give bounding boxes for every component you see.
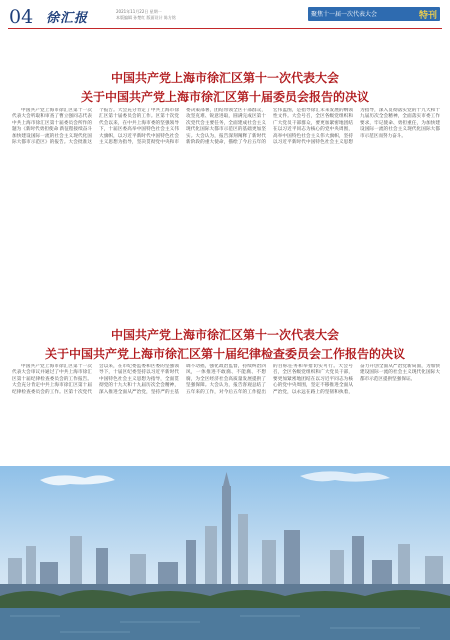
article2-paragraph: 中国共产党上海市徐汇区第十一次代表大会审议并通过了中共上海市徐汇区第十届纪律检查委员会的工作报告。大会充分肯定中共上海市徐汇区第十届纪律检查委员会的工作。区第十次党代会以来，在市纪委监委和区委的坚强领导下，十届区纪委坚持以习近平新时代中国特色社会主义思想为指导，全面贯彻党的十九大和十九届历次全会精神，深入推进全面从严治党，坚持严的主基调不动摇，强化政治监督，持续纠治四风，一体推进不敢腐、不能腐、不想腐，为全区经济社会高质量发展提供了坚强保障。大会认为，报告客观总结了五年来的工作，对今后五年的工作提出的目标任务和举措切实可行。大会号召，全区各级党组织和广大党员干部，要更加紧密地团结在以习近平同志为核心的党中央周围，坚定不移推进全面从严治党，以永远在路上的坚韧和执着，奋力开创全面从严治党新局面，为加快建设国际一流的社会主义现代化国际大都市示范区提供坚强保证。 — [12, 364, 440, 395]
city-skyline-photo — [0, 466, 450, 640]
article1-paragraph: 中国共产党上海市徐汇区第十一次代表大会听取和审查了曹立强同志代表中共上海市徐汇区第十届委员会所作的题为《新时代勇担使命 新征程接续奋斗 加快建设国际一流的社会主义现代化国际大都市示范区》的报告。大会批准这个报告。大会充分肯定了中共上海市徐汇区第十届委员会的工作。区第十次党代会以来，在中共上海市委的坚强领导下，十届区委高举中国特色社会主义伟大旗帜，以习近平新时代中国特色社会主义思想为指导，坚决贯彻党中央和市委决策部署，团结带领全区干部群众，攻坚克难、锐意进取，圆满完成区第十次党代会主要任务，全面建成社会主义现代化国际大都市示范区的基础更加坚实。大会认为，报告深刻阐释了新时代新阶段的重大使命，描绘了今后五年的宏伟蓝图，是指导徐汇未来发展的纲领性文件。大会号召，全区各级党组织和广大党员干部群众，要更加紧密地团结在以习近平同志为核心的党中央周围，高举中国特色社会主义伟大旗帜，坚持以习近平新时代中国特色社会主义思想为指导，深入贯彻落实党的十九大和十九届历次全会精神，全面落实市委工作要求，牢记使命、勇担重任，为加快建设国际一流的社会主义现代化国际大都市示范区而努力奋斗。 — [12, 108, 440, 146]
issue-date: 2021年11月22日 星期一 — [116, 9, 162, 14]
article1-body — [12, 108, 440, 310]
section-tag: 聚焦十一届一次代表大会 — [311, 11, 378, 18]
section-banner — [308, 7, 440, 21]
newspaper-logo: 徐汇报 — [46, 11, 89, 26]
article2-body — [12, 364, 440, 462]
masthead — [0, 0, 450, 38]
header-rule — [8, 28, 442, 29]
editor-credits: 本版编辑 孙楚红 版面设计 陈方铭 — [116, 15, 176, 20]
article1-title-line1: 中国共产党上海市徐汇区第十一次代表大会 — [110, 71, 339, 85]
article2-title-line1: 中国共产党上海市徐汇区第十一次代表大会 — [110, 328, 339, 342]
issue-meta — [116, 9, 176, 21]
article1-title-line2: 关于中国共产党上海市徐汇区第十届委员会报告的决议 — [80, 90, 369, 104]
section-name: 特刊 — [418, 11, 437, 21]
article2-title-line2: 关于中国共产党上海市徐汇区第十届纪律检查委员会工作报告的决议 — [44, 347, 405, 361]
page-number: 04 — [9, 6, 34, 28]
